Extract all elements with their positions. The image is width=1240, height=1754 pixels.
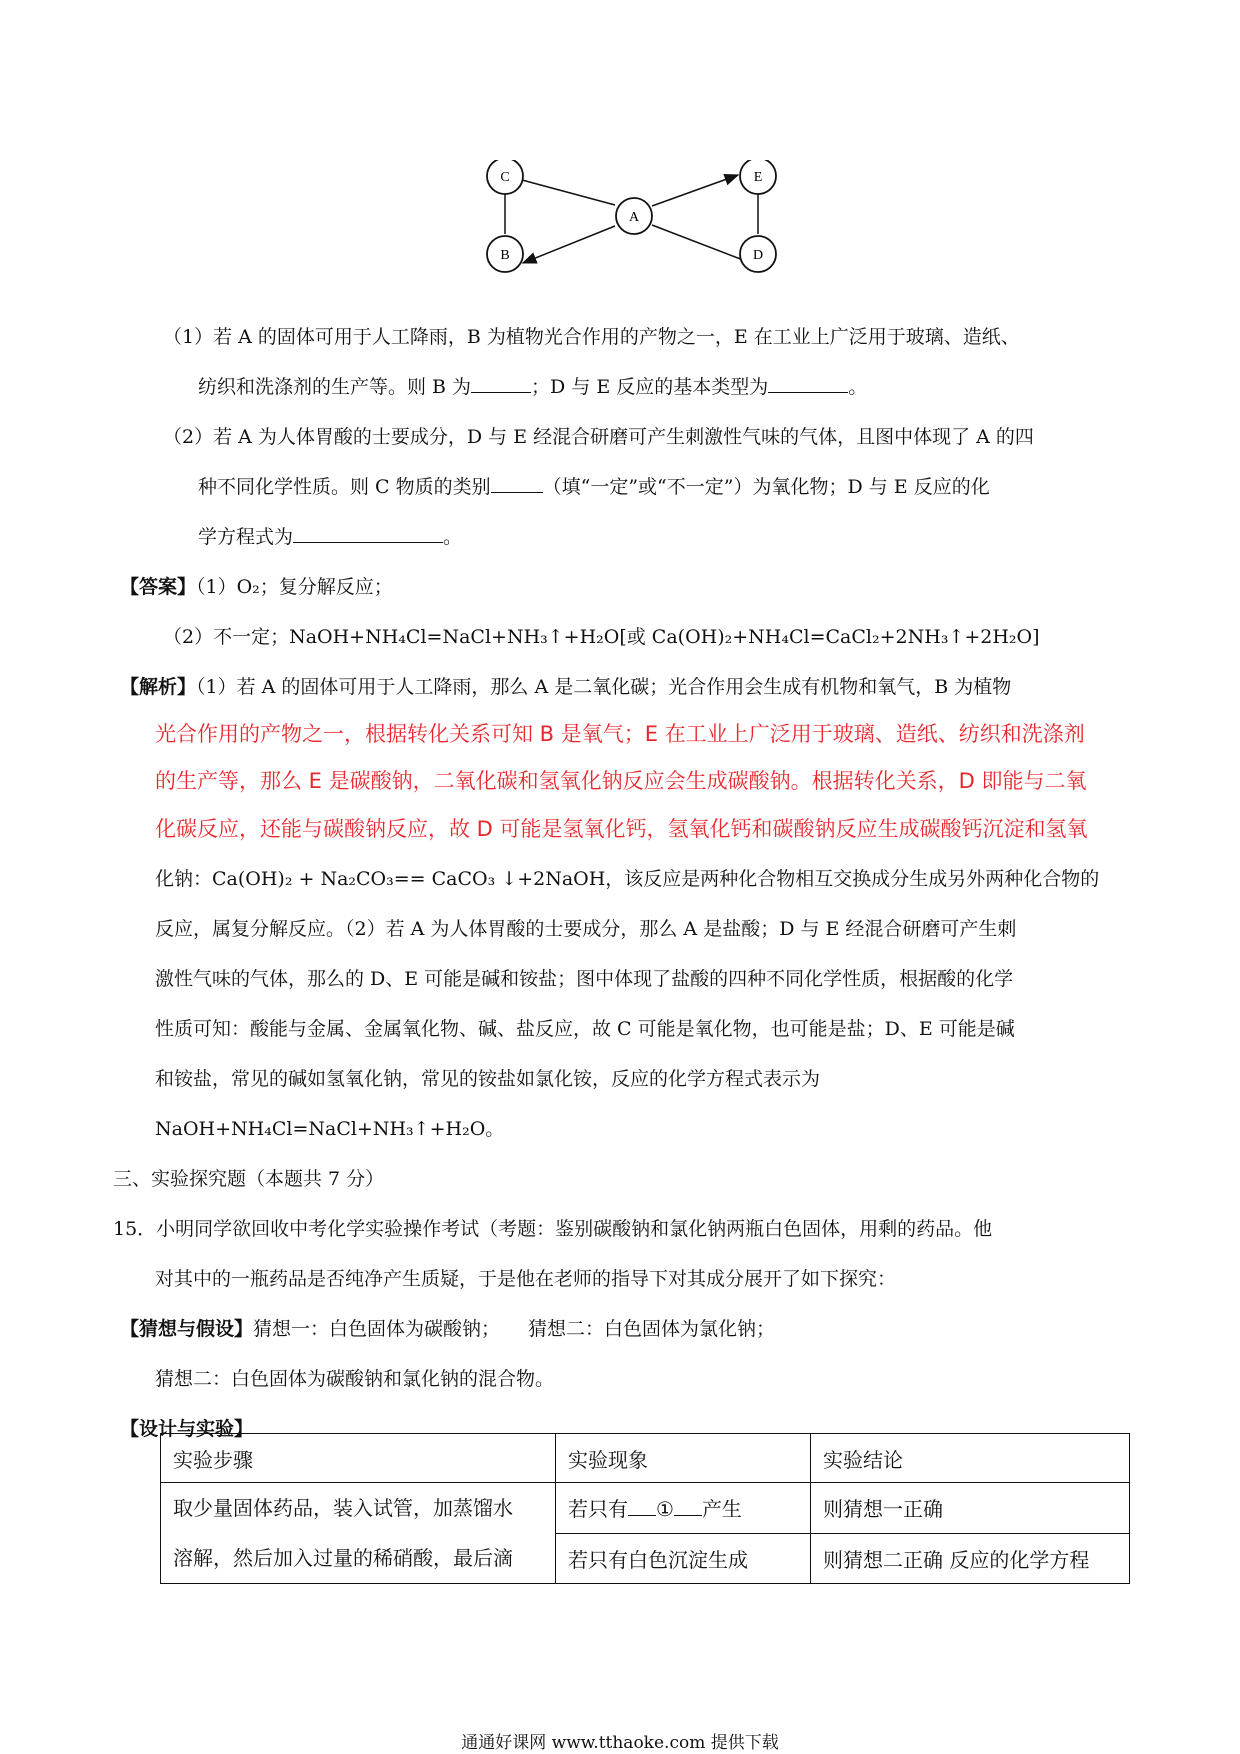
analysis-red-line1: 光合作用的产物之一，根据转化关系可知 B 是氧气；E 在工业上广泛用于玻璃、造纸、纺织和洗涤剂	[155, 722, 1085, 746]
table-header-phenomenon: 实验现象	[556, 1434, 811, 1483]
analysis-red-line3: 化碳反应，还能与碳酸钠反应，故 D 可能是氢氧化钙，氢氧化钙和碳酸钠反应生成碳酸钙沉淀和氢氧	[155, 817, 1088, 841]
node-a	[616, 198, 652, 234]
q14-part1-line1: （1）若 A 的固体可用于人工降雨，B 为植物光合作用的产物之一，E 在工业上广泛用于玻璃、造纸、	[163, 326, 1020, 348]
node-c	[487, 160, 523, 194]
node-d	[740, 236, 776, 272]
answer-blank-reaction-type[interactable]	[768, 374, 848, 393]
phenomenon-1-text-a: 若只有	[568, 1497, 628, 1522]
table-cell-phenomenon-2: 若只有白色沉淀生成	[556, 1533, 811, 1584]
table-row	[161, 1483, 1130, 1534]
analysis-line6: 反应，属复分解反应。（2）若 A 为人体胃酸的士要成分，那么 A 是盐酸；D 与 E 经混合研磨可产生刺	[155, 918, 1017, 940]
edge-a-b	[523, 226, 615, 263]
svg-text:E: E	[753, 170, 763, 185]
q14-part1-line2	[198, 374, 867, 400]
answer-line1	[120, 574, 393, 600]
q14-part2-text-c: 学方程式为	[198, 526, 294, 548]
q15-hypothesis-line1	[120, 1316, 775, 1342]
analysis-red-line2: 的生产等，那么 E 是碳酸钠，二氧化碳和氢氧化钠反应会生成碳酸钠。根据转化关系，D 即能与二氧	[155, 769, 1087, 793]
phenomenon-1-text-b: 产生	[701, 1497, 742, 1522]
table-blank-1-left[interactable]	[628, 1497, 656, 1516]
node-e	[740, 160, 776, 194]
table-header-conclusion: 实验结论	[811, 1434, 1130, 1483]
q14-part1-text-b: ；D 与 E 反应的基本类型为	[531, 376, 769, 398]
answer-blank-b[interactable]	[471, 374, 531, 393]
analysis-line10: NaOH+NH₄Cl=NaCl+NH₃↑+H₂O。	[155, 1118, 505, 1140]
edge-c-a	[522, 180, 615, 205]
hypothesis-2: 猜想二：白色固体为氯化钠；	[528, 1318, 776, 1340]
answer-label: 【答案】	[120, 576, 197, 598]
experiment-table	[160, 1433, 1130, 1584]
table-blank-1-right[interactable]	[674, 1497, 702, 1516]
table-cell-conclusion-2: 则猜想二正确 反应的化学方程	[811, 1533, 1130, 1584]
q14-part1-text-a: 纺织和洗涤剂的生产等。则 B 为	[198, 376, 472, 398]
q14-part2-line1: （2）若 A 为人体胃酸的士要成分，D 与 E 经混合研磨可产生刺激性气味的气体，且图中体现了 A 的四	[163, 426, 1034, 448]
q14-part1-text-c: 。	[848, 376, 868, 398]
q14-part2-text-a: 种不同化学性质。则 C 物质的类别	[198, 476, 491, 498]
steps-line1: 取少量固体药品，装入试管，加蒸馏水	[173, 1496, 513, 1520]
analysis-line9: 和铵盐，常见的碱如氢氧化钠，常见的铵盐如氯化铵，反应的化学方程式表示为	[155, 1068, 821, 1090]
table-header-steps: 实验步骤	[161, 1434, 556, 1483]
q15-line1: 15．小明同学欲回收中考化学实验操作考试（考题：鉴别碳酸钠和氯化钠两瓶白色固体，用剩的药品。他	[113, 1218, 993, 1240]
edge-a-d	[652, 225, 743, 260]
answer-part1: （1）O₂；复分解反应；	[196, 576, 393, 598]
answer-blank-equation[interactable]	[293, 524, 443, 543]
answer-line2: （2）不一定；NaOH+NH₄Cl=NaCl+NH₃↑+H₂O[或 Ca(OH)₂+NH₄Cl=CaCl₂+2NH₃↑+2H₂O]	[163, 626, 1040, 648]
q15-hypothesis-line2: 猜想二：白色固体为碳酸钠和氯化钠的混合物。	[155, 1368, 555, 1390]
answer-blank-c-category[interactable]	[491, 474, 543, 493]
analysis-text-1: （1）若 A 的固体可用于人工降雨，那么 A 是二氧化碳；光合作用会生成有机物和氧气，B 为植物	[196, 676, 1012, 698]
analysis-line5: 化钠：Ca(OH)₂ + Na₂CO₃== CaCO₃ ↓+2NaOH，该反应是两种化合物相互交换成分生成另外两种化合物的	[155, 868, 1100, 890]
analysis-line8: 性质可知：酸能与金属、金属氧化物、碱、盐反应，故 C 可能是氧化物，也可能是盐；D、E 可能是碱	[155, 1018, 1015, 1040]
steps-line2: 溶解，然后加入过量的稀硝酸，最后滴	[173, 1546, 513, 1570]
table-cell-steps	[161, 1483, 556, 1584]
page-footer: 通通好课网 www.tthaoke.com 提供下载	[461, 1733, 779, 1753]
q14-part2-line2	[198, 474, 990, 500]
q14-part2-text-d: 。	[443, 526, 463, 548]
hypothesis-label: 【猜想与假设】	[120, 1318, 254, 1340]
q14-part2-line3	[198, 524, 462, 550]
svg-text:A: A	[628, 210, 640, 225]
table-cell-conclusion-1: 则猜想一正确	[811, 1483, 1130, 1534]
node-b	[487, 236, 523, 272]
hypothesis-1: 猜想一：白色固体为碳酸钠；	[253, 1318, 501, 1340]
reaction-relationship-diagram	[480, 160, 780, 280]
table-cell-phenomenon-1	[556, 1483, 811, 1534]
analysis-line1	[120, 674, 1011, 700]
svg-text:C: C	[500, 170, 510, 185]
svg-text:B: B	[500, 248, 510, 263]
q15-line2: 对其中的一瓶药品是否纯净产生质疑，于是他在老师的指导下对其成分展开了如下探究：	[155, 1268, 897, 1290]
edge-a-e	[652, 175, 738, 206]
analysis-line7: 激性气味的气体，那么的 D、E 可能是碱和铵盐；图中体现了盐酸的四种不同化学性质，根据酸的化学	[155, 968, 1014, 990]
q14-part2-text-b: （填“一定”或“不一定”）为氧化物；D 与 E 反应的化	[542, 476, 990, 498]
svg-text:D: D	[752, 248, 764, 263]
table-header-row	[161, 1434, 1130, 1483]
analysis-label: 【解析】	[120, 676, 197, 698]
section-heading: 三、实验探究题（本题共 7 分）	[113, 1168, 385, 1190]
phenomenon-1-number: ①	[656, 1497, 674, 1522]
design-label: 【设计与实验】	[120, 1418, 254, 1440]
